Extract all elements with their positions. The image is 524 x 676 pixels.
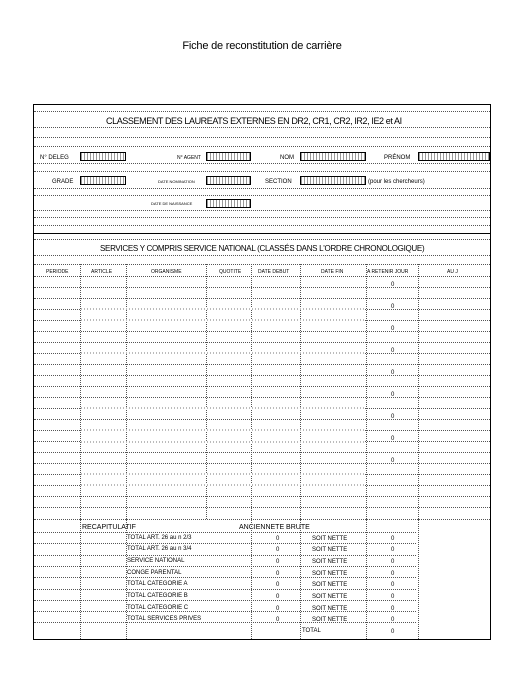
recap-net-value: 0 xyxy=(391,571,395,577)
rule-line xyxy=(34,195,490,196)
recap-label: RECAPITULATIF xyxy=(82,524,136,531)
rule-line xyxy=(34,419,490,420)
rule-line xyxy=(34,146,490,147)
shaded-row xyxy=(81,308,365,310)
rule-line xyxy=(34,463,490,464)
rule-line xyxy=(34,111,490,112)
col-article: ARTICLE xyxy=(91,269,113,275)
recap-brute-value: 0 xyxy=(276,606,280,612)
recap-net-value: 0 xyxy=(391,536,395,542)
recap-net-value: 0 xyxy=(391,582,395,588)
recap-brute-value: 0 xyxy=(276,547,280,553)
anciennete-label: ANCIENNETE BRUTE xyxy=(239,524,310,531)
rule-line xyxy=(34,276,490,277)
recap-row-label: CONGE PARENTAL xyxy=(127,570,182,576)
rule-line xyxy=(34,577,416,578)
recap-row-label: TOTAL CATEGORIE A xyxy=(127,581,188,587)
rule-line xyxy=(34,233,490,234)
rule-line xyxy=(34,331,490,332)
rule-line xyxy=(34,298,490,299)
label-date-naissance: DATE DE NAISSANCE xyxy=(151,201,193,206)
label-nom: NOM xyxy=(280,155,294,161)
shaded-row xyxy=(81,473,365,475)
recap-row-label: SERVICE NATIONAL xyxy=(127,558,185,564)
grade-field[interactable] xyxy=(80,176,126,185)
recap-brute-value: 0 xyxy=(276,559,280,565)
total-value: 0 xyxy=(391,629,395,635)
shaded-row xyxy=(81,407,365,409)
col-quotite: QUOTITE xyxy=(219,269,242,275)
shaded-row xyxy=(81,429,365,431)
shaded-row xyxy=(81,484,365,486)
recap-net-label: SOIT NETTE xyxy=(312,594,348,600)
service-days-value: 0 xyxy=(391,326,395,332)
rule-line xyxy=(34,375,490,376)
label-pour-chercheurs: (pour les chercheurs) xyxy=(368,179,425,185)
rule-line xyxy=(34,210,490,211)
recap-row-label: TOTAL CATEGORIE B xyxy=(127,593,188,599)
rule-line xyxy=(34,364,490,365)
date-nomination-field[interactable] xyxy=(206,176,251,185)
rule-line xyxy=(34,188,490,189)
recap-brute-value: 0 xyxy=(276,571,280,577)
rule-line xyxy=(34,171,490,172)
recap-net-value: 0 xyxy=(391,559,395,565)
column-line xyxy=(206,264,207,519)
recap-brute-value: 0 xyxy=(276,536,280,542)
column-line xyxy=(80,519,81,639)
recap-brute-value: 0 xyxy=(276,594,280,600)
n-deleg-field[interactable] xyxy=(80,152,126,161)
service-days-value: 0 xyxy=(391,348,395,354)
rule-line xyxy=(34,127,490,128)
service-days-value: 0 xyxy=(391,392,395,398)
service-days-value: 0 xyxy=(391,414,395,420)
service-days-value: 0 xyxy=(391,282,395,288)
recap-net-label: SOIT NETTE xyxy=(312,582,348,588)
shaded-row xyxy=(81,352,365,354)
column-line xyxy=(251,519,252,639)
column-line xyxy=(126,264,127,519)
rule-line xyxy=(34,532,416,533)
service-days-value: 0 xyxy=(391,370,395,376)
column-line xyxy=(251,264,252,519)
col-periode: PERIODE xyxy=(46,269,69,275)
prenom-field[interactable] xyxy=(418,152,490,161)
label-n-deleg: N° DELEG xyxy=(40,155,69,161)
rule-line xyxy=(34,555,416,556)
recap-net-label: SOIT NETTE xyxy=(312,606,348,612)
rule-line xyxy=(34,225,490,226)
rule-line xyxy=(34,589,416,590)
column-line xyxy=(80,264,81,519)
recap-net-label: SOIT NETTE xyxy=(312,571,348,577)
col-date-debut: DATE DEBUT xyxy=(258,269,290,275)
rule-line xyxy=(34,137,490,138)
banner-title: CLASSEMENT DES LAUREATS EXTERNES EN DR2, CR1, CR2, IR2, IE2 et AI xyxy=(106,116,402,126)
rule-line xyxy=(34,217,490,218)
recap-brute-value: 0 xyxy=(276,582,280,588)
rule-line xyxy=(34,386,490,387)
n-agent-field[interactable] xyxy=(206,152,251,161)
rule-line xyxy=(34,622,416,623)
rule-line xyxy=(34,397,490,398)
rule-line xyxy=(34,543,416,544)
column-line xyxy=(126,519,127,639)
recap-row-label: TOTAL ART. 26 au n 2/3 xyxy=(127,535,192,541)
column-line xyxy=(300,519,301,639)
rule-line xyxy=(34,519,490,520)
label-date-nomination: DATE NOMINATION xyxy=(158,179,195,184)
recap-row-label: TOTAL CATEGORIE C xyxy=(127,605,189,611)
rule-line xyxy=(34,611,416,612)
recap-net-label: SOIT NETTE xyxy=(312,559,348,565)
shaded-row xyxy=(81,319,365,321)
col-date-fin: DATE FIN xyxy=(321,269,344,275)
rule-line xyxy=(34,163,490,164)
service-days-value: 0 xyxy=(391,436,395,442)
recap-net-label: SOIT NETTE xyxy=(312,617,348,623)
col-a-retenir: A RETENIR JOUR xyxy=(367,269,409,275)
label-section: SECTION xyxy=(265,179,292,185)
rule-line xyxy=(34,342,490,343)
label-grade: GRADE xyxy=(52,179,74,185)
label-n-agent: N° AGENT xyxy=(177,155,201,161)
rule-line xyxy=(34,452,490,453)
date-naissance-field[interactable] xyxy=(206,199,251,208)
label-prenom: PRÉNOM xyxy=(384,155,411,161)
col-au-j: AU J xyxy=(447,269,458,275)
recap-net-label: SOIT NETTE xyxy=(312,547,348,553)
shaded-row xyxy=(81,441,365,443)
page-title: Fiche de reconstitution de carrière xyxy=(182,40,342,52)
column-line xyxy=(366,519,367,639)
rule-line xyxy=(34,507,490,508)
recap-net-value: 0 xyxy=(391,594,395,600)
total-label: TOTAL xyxy=(302,628,321,634)
rule-line xyxy=(34,287,490,288)
service-days-value: 0 xyxy=(391,458,395,464)
service-days-value: 0 xyxy=(391,304,395,310)
col-organisme: ORGANISME xyxy=(151,269,182,275)
column-line xyxy=(418,519,419,639)
column-line xyxy=(300,264,301,519)
column-line xyxy=(366,264,367,519)
recap-net-value: 0 xyxy=(391,547,395,553)
recap-net-label: SOIT NETTE xyxy=(312,536,348,542)
section-field[interactable] xyxy=(300,176,366,185)
nom-field[interactable] xyxy=(300,152,366,161)
rule-line xyxy=(34,239,490,240)
rule-line xyxy=(34,264,490,265)
rule-line xyxy=(34,496,490,497)
services-banner: SERVICES Y COMPRIS SERVICE NATIONAL (CLASSÉS DANS L'ORDRE CHRONOLOGIQUE) xyxy=(100,244,425,253)
rule-line xyxy=(34,566,416,567)
recap-row-label: TOTAL ART. 26 au n 3/4 xyxy=(127,546,192,552)
rule-line xyxy=(34,600,416,601)
recap-row-label: TOTAL SERVICES PRIVES xyxy=(127,616,202,622)
recap-net-value: 0 xyxy=(391,606,395,612)
career-form xyxy=(33,104,491,640)
column-line xyxy=(418,264,419,519)
recap-net-value: 0 xyxy=(391,617,395,623)
recap-brute-value: 0 xyxy=(276,617,280,623)
rule-line xyxy=(34,255,490,256)
